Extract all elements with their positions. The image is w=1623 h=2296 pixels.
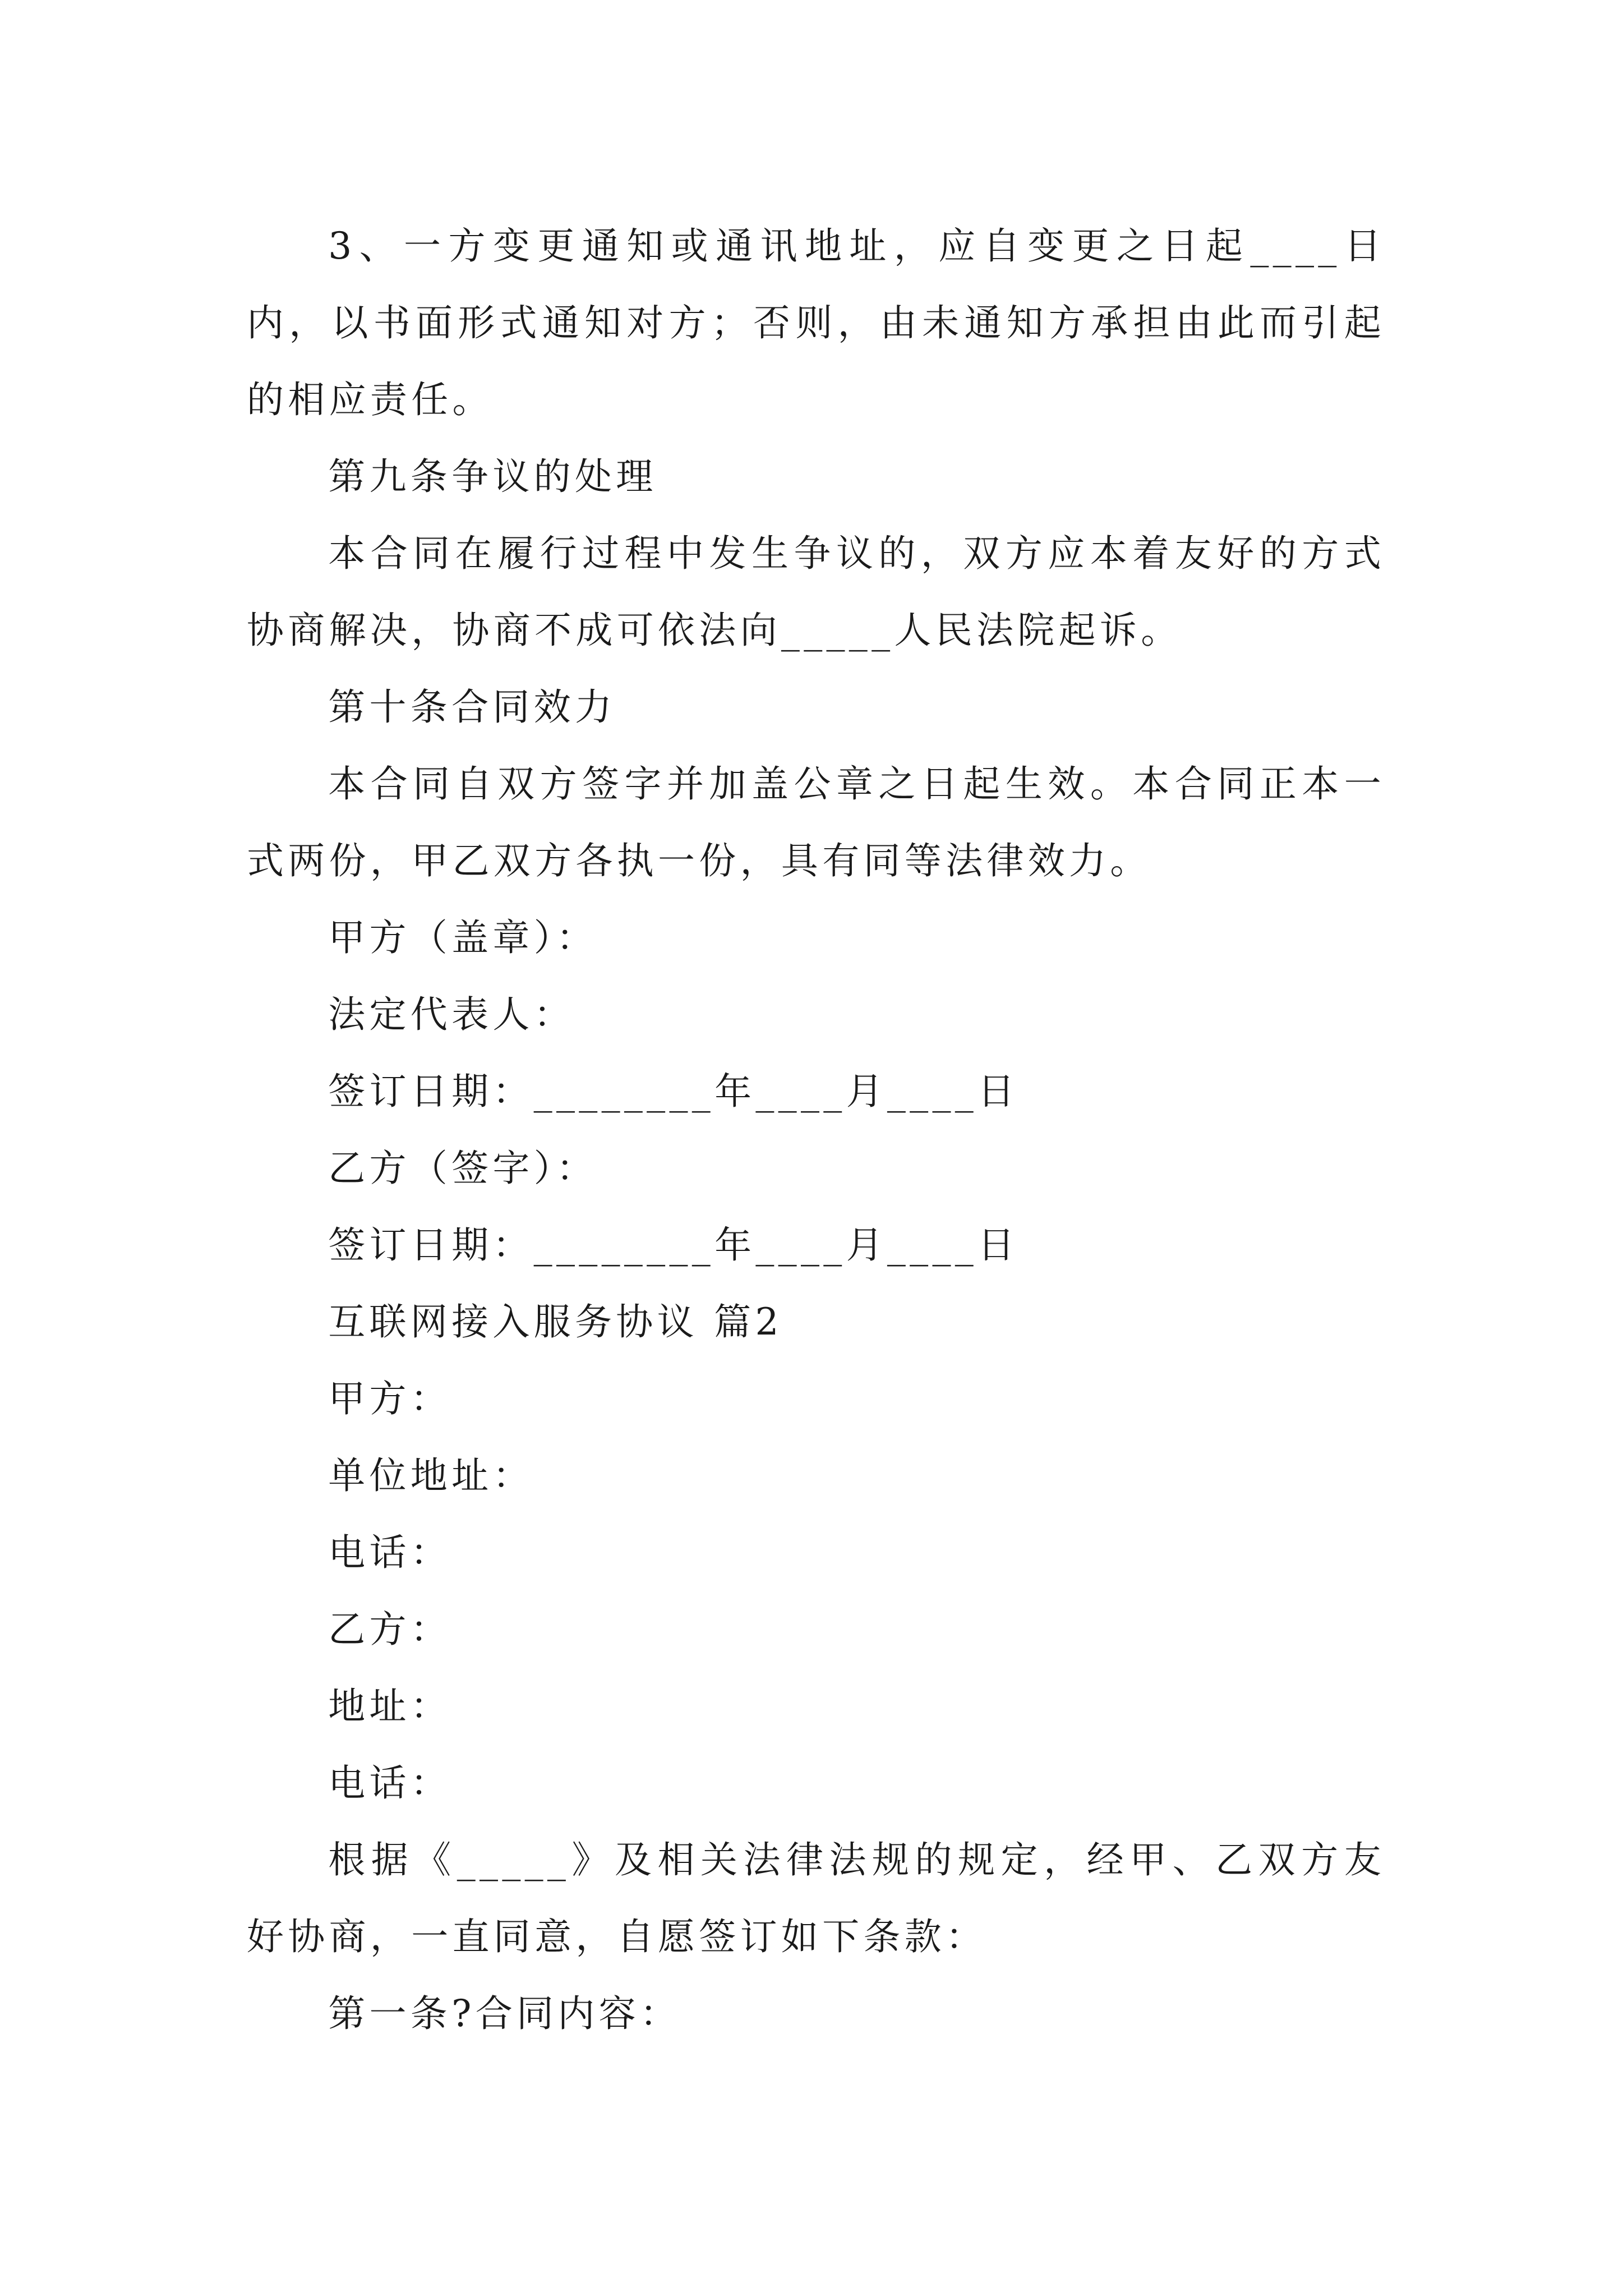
party-b-signature-line: 乙方（签字）： [328,1147,598,1190]
address-line-b: 地址： [328,1685,452,1728]
document-body [247,208,1385,2052]
phone-line-b: 电话： [328,1761,452,1805]
paragraph-legal-basis: 根据《_____》及相关法律法规的规定，经甲、乙双方友好协商，一直同意，自愿签订如下条款： [247,1838,1385,1958]
signing-date-line-a: 签订日期：________年____月____日 [328,1070,1019,1113]
heading-article-1: 第一条?合同内容： [328,1992,681,2035]
unit-address-line: 单位地址： [328,1454,534,1497]
party-a-seal-line: 甲方（盖章）： [328,916,598,959]
heading-article-9: 第九条争议的处理 [328,455,657,498]
paragraph-address-change-notice: 3、一方变更通知或通讯地址，应自变更之日起____日内，以书面形式通知对方；否则，由未通知方承担由此而引起的相应责任。 [247,224,1385,421]
phone-line-a: 电话： [328,1531,452,1574]
paragraph-contract-validity: 本合同自双方签字并加盖公章之日起生效。本合同正本一式两份，甲乙双方各执一份，具有同等法律效力。 [247,762,1385,882]
signing-date-line-b: 签订日期：________年____月____日 [328,1223,1019,1267]
legal-representative-line: 法定代表人： [328,993,575,1036]
paragraph-dispute-resolution: 本合同在履行过程中发生争议的，双方应本着友好的方式协商解决，协商不成可依法向_____人民法院起诉。 [247,532,1385,652]
section-title-part-2: 互联网接入服务协议 篇2 [328,1300,783,1343]
heading-article-10: 第十条合同效力 [328,685,616,729]
party-a-line: 甲方： [328,1377,452,1420]
party-b-line: 乙方： [328,1608,452,1651]
